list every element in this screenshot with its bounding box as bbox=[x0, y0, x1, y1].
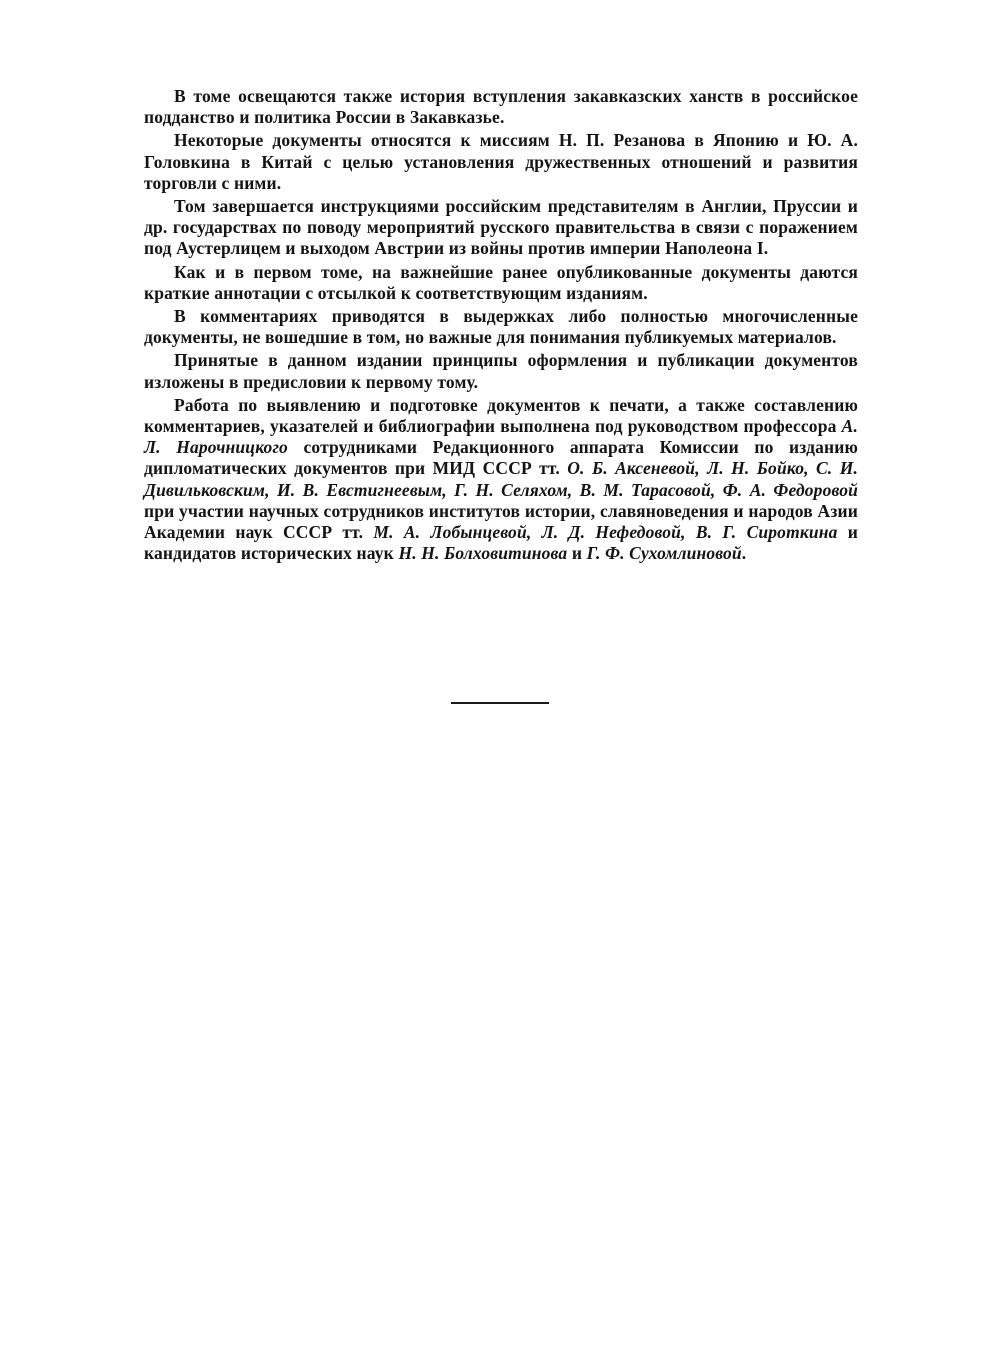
paragraph-instructions: Том завершается инструкциями российским представителям в Англии, Пруссии и др. государствах по поводу мероприятий русского правительства в связи с поражением под Аустерлицем и выходом Австрии из войны против империи Наполеона I. bbox=[144, 196, 858, 259]
credits-candidates-intro: и кандидатов исторических наук bbox=[144, 522, 858, 564]
paragraph-credits bbox=[144, 395, 858, 565]
section-divider bbox=[451, 702, 549, 704]
paragraph-principles: Принятые в данном издании принципы оформления и публикации документов изложены в предисловии к первому тому. bbox=[144, 350, 858, 392]
credits-end: . bbox=[741, 543, 747, 564]
candidate-name-1: Н. Н. Болховитинова bbox=[398, 543, 568, 564]
credits-intro: Работа по выявлению и подготовке документов к печати, а также составлению комментариев, указателей и библиографии выполнена под руководством профессора bbox=[144, 394, 858, 437]
editor-name: А. Л. Нарочницкого bbox=[144, 416, 858, 458]
paragraph-missions: Некоторые документы относятся к миссиям Н. П. Резанова в Японию и Ю. А. Головкина в Китай с целью установления дружественных отношений и развития торговли с ними. bbox=[144, 130, 858, 193]
paragraph-commentary: В комментариях приводятся в выдержках либо полностью многочисленные документы, не вошедшие в том, но важные для понимания публикуемых материалов. bbox=[144, 306, 858, 348]
paragraph-transcaucasia: В томе освещаются также история вступления закавказских ханств в российское подданство и политика России в Закавказье. bbox=[144, 86, 858, 128]
staff-names: О. Б. Аксеневой, Л. Н. Бойко, С. И. Дивильковским, И. В. Евстигнеевым, Г. Н. Селяхом, В. М. Тарасовой, Ф. А. Федоровой bbox=[144, 458, 858, 500]
credits-staff-intro: сотрудниками Редакционного аппарата Комиссии по изданию дипломатических документов при МИД СССР тт. bbox=[144, 437, 858, 479]
text-body bbox=[144, 86, 858, 564]
paragraph-annotations: Как и в первом томе, на важнейшие ранее опубликованные документы даются краткие аннотации с отсылкой к соответствующим изданиям. bbox=[144, 261, 858, 303]
credits-and: и bbox=[567, 543, 587, 564]
credits-institutes: при участии научных сотрудников институтов истории, славяноведения и народов Азии Академии наук СССР тт. bbox=[144, 500, 858, 543]
scholar-names: М. А. Лобынцевой, Л. Д. Нефедовой, В. Г. Сироткина bbox=[373, 522, 838, 543]
candidate-name-2: Г. Ф. Сухомлиновой bbox=[586, 543, 742, 564]
